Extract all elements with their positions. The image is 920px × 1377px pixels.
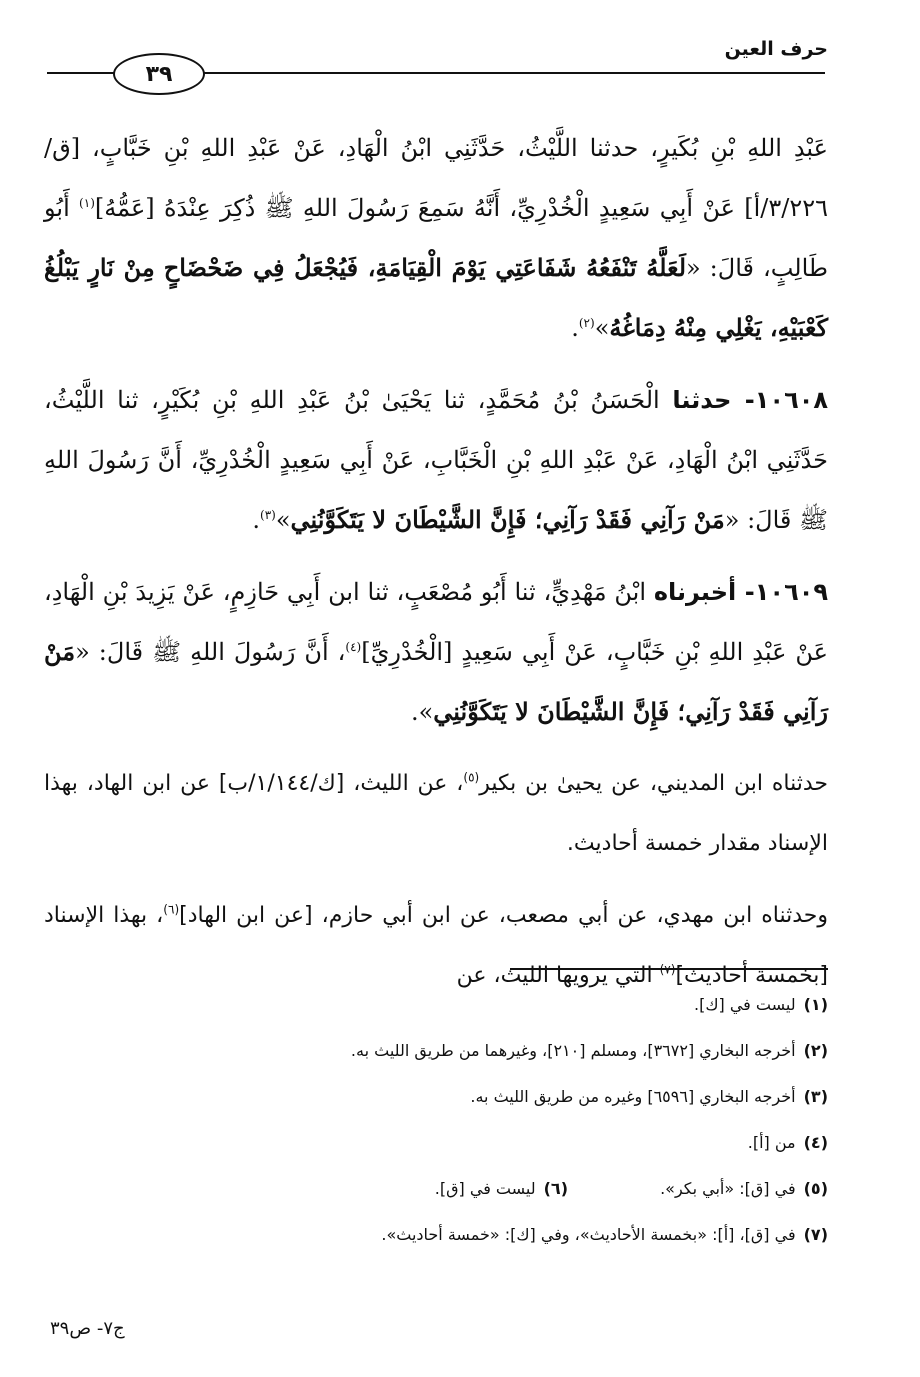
volume-page-reference: ج٧- ص٣٩ — [50, 1318, 125, 1339]
hadith-quote: لَعَلَّهُ تَنْفَعُهُ شَفَاعَتِي يَوْمَ الْقِيَامَةِ، فَيُجْعَلُ فِي ضَحْضَاحٍ — [163, 253, 687, 282]
footnote-text: أخرجه البخاري [٣٦٧٢]، ومسلم [٢١٠]، وغيرهما من طريق الليث به. — [350, 1041, 796, 1060]
footnote-number: (٧) — [803, 1225, 828, 1244]
quote-close: » — [275, 506, 291, 534]
footnote-ref: (٢) — [578, 316, 595, 330]
text-line: [ق/٣/٢٢٦/أ] عَنْ أَبِي سَعِيدٍ الْخُدْرِيِّ، أَنَّهُ سَمِعَ رَسُولَ اللهِ ﷺ ذُكِرَ عِنْدَهُ — [44, 134, 829, 222]
main-text — [44, 118, 828, 1018]
footnote-number: (٥) — [803, 1179, 828, 1198]
page-number-badge — [113, 53, 205, 95]
footnote-text: أخرجه البخاري [٦٥٩٦] وغيره من طريق الليث به. — [470, 1087, 796, 1106]
text-segment: ، عن الليث، [ك/١/١٤٤/ب] عن ابن الهاد، بهذا الإسناد مقدار خمسة أحاديث. — [44, 771, 828, 856]
footnote-number: (٦) — [543, 1179, 568, 1198]
text-segment: حدثناه ابن المديني، عن يحيىٰ بن بكير — [479, 771, 828, 796]
text-segment: ابْنُ مَهْدِيٍّ، ثنا أَبُو مُصْعَبٍ، ثنا ابن أَبِي حَازِمٍ، عَنْ يَزِيدَ بْنِ الْهَادِ، عَنْ عَبْدِ اللهِ بْنِ خَبَّابٍ، عَنْ أَبِي سَعِيدٍ [الْخُدْرِيِّ] — [44, 578, 828, 666]
chapter-title: حرف العين — [724, 38, 828, 60]
text-segment: أَبُو طَالِبٍ، قَالَ: « — [44, 194, 828, 282]
footnote-number: (٣) — [803, 1087, 828, 1106]
footnote-number: (٢) — [803, 1041, 828, 1060]
paragraph-continuation — [44, 118, 828, 358]
text-segment: . — [571, 314, 579, 342]
text-segment: [عَمُّهُ] — [94, 194, 155, 222]
footnote-number: (١) — [803, 995, 828, 1014]
text-segment: الْحَسَنُ بْنُ مُحَمَّدٍ، ثنا يَحْيَىٰ بْنُ عَبْدِ اللهِ بْنِ بُكَيْرٍ، ثنا اللَّيْثُ، حَدَّثَنِي ابْنُ الْهَادِ، عَنْ عَبْدِ اللهِ بْنِ الْخَبَّابِ، عَنْ أَبِي سَعِيدٍ الْخُدْرِيِّ، أَنَّ رَسُولَ اللهِ ﷺ قَالَ: « — [44, 386, 828, 534]
footnote-ref: (٧) — [659, 962, 676, 977]
footnote-number: (٤) — [803, 1133, 828, 1152]
footnote-2 — [60, 1036, 828, 1082]
footnote-text: ليست في [ك]. — [694, 995, 796, 1014]
hadith-10608 — [44, 370, 828, 550]
isnad-note-1 — [44, 754, 828, 874]
hadith-quote: مِنْ نَارٍ يَبْلُغُ كَعْبَيْهِ، يَغْلِي مِنْهُ دِمَاغُهُ — [44, 253, 828, 342]
footnote-ref: (٤) — [345, 640, 362, 654]
footnote-text: ليست في [ق]. — [434, 1179, 536, 1198]
page-number: ٣٩ — [145, 61, 173, 87]
hadith-10609 — [44, 562, 828, 742]
footnotes — [60, 990, 828, 1266]
text-line: عَبْدِ اللهِ بْنِ بُكَيرٍ، حدثنا اللَّيْثُ، حَدَّثَنِي ابْنُ الْهَادِ، عَنْ عَبْدِ اللهِ بْنِ خَبَّابٍ، — [92, 134, 828, 162]
footnote-7 — [60, 1220, 828, 1266]
footnote-text: من [أ]. — [747, 1133, 796, 1152]
footnote-rule — [510, 968, 828, 970]
footnote-ref: (٦) — [163, 902, 180, 917]
footnote-5 — [568, 1174, 828, 1220]
footnote-6 — [435, 1174, 568, 1220]
quote-close: » — [594, 314, 610, 342]
hadith-number: ١٠٦٠٨- حدثنا — [672, 386, 829, 414]
footnote-4 — [60, 1128, 828, 1174]
footnote-ref: (١) — [79, 196, 95, 210]
text-segment: . — [252, 506, 261, 534]
quote-close: ». — [410, 698, 434, 726]
footnote-3 — [60, 1082, 828, 1128]
text-segment: وحدثناه ابن مهدي، عن أبي مصعب، عن ابن أبي حازم، [عن ابن الهاد] — [179, 903, 829, 928]
footnote-text: في [ق]، [أ]: «بخمسة الأحاديث»، وفي [ك]: «خمسة أحاديث». — [381, 1225, 796, 1244]
hadith-quote: مَنْ رَآنِي فَقَدْ رَآنِي؛ فَإِنَّ الشَّيْطَانَ لا يَتَكَوَّنُنِي — [44, 637, 828, 726]
text-segment: ، أَنَّ رَسُولَ اللهِ ﷺ قَالَ: « — [75, 638, 346, 666]
footnote-ref: (٥) — [463, 770, 480, 785]
hadith-number: ١٠٦٠٩- أخبرناه — [653, 578, 829, 606]
text-segment: التي يرويها الليث، عن — [456, 963, 660, 988]
isnad-note-2 — [44, 886, 828, 1006]
hadith-quote: مَنْ رَآنِي فَقَدْ رَآنِي؛ فَإِنَّ الشَّيْطَانَ لا يَتَكَوَّنُنِي — [290, 505, 725, 534]
footnote-ref: (٣) — [260, 508, 276, 522]
text-segment: ، بهذا الإسناد [بخمسة أحاديث] — [44, 903, 828, 988]
footnote-1 — [60, 990, 828, 1036]
footnote-row-5-6 — [60, 1174, 828, 1220]
footnote-text: في [ق]: «أبي بكر». — [660, 1179, 796, 1198]
